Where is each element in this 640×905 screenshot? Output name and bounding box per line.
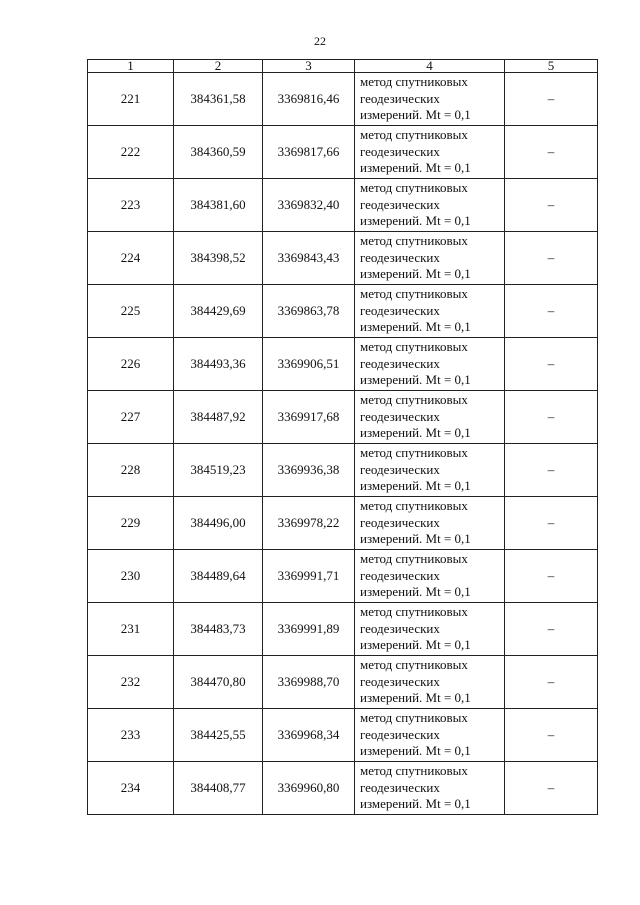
method-line: геодезических — [360, 302, 440, 318]
point-number-cell: 231 — [88, 603, 174, 656]
x-coordinate-cell: 384487,92 — [174, 391, 263, 444]
note-cell: – — [505, 73, 598, 126]
method-line: метод спутниковых — [360, 392, 468, 408]
method-line: геодезических — [360, 196, 440, 212]
note-cell: – — [505, 709, 598, 762]
note-cell: – — [505, 179, 598, 232]
method-line: метод спутниковых — [360, 233, 468, 249]
note-cell: – — [505, 762, 598, 815]
table-row — [88, 762, 598, 815]
method-cell — [355, 550, 505, 603]
method-cell — [355, 497, 505, 550]
table-header — [88, 60, 598, 73]
method-line: геодезических — [360, 408, 440, 424]
method-line: геодезических — [360, 355, 440, 371]
method-line: измерений. Mt = 0,1 — [360, 266, 471, 282]
column-header-1: 1 — [88, 60, 174, 73]
method-cell — [355, 73, 505, 126]
x-coordinate-cell: 384398,52 — [174, 232, 263, 285]
method-line: метод спутниковых — [360, 763, 468, 779]
method-cell — [355, 285, 505, 338]
table-row — [88, 656, 598, 709]
method-line: геодезических — [360, 514, 440, 530]
table-row — [88, 391, 598, 444]
y-coordinate-cell: 3369991,89 — [263, 603, 355, 656]
method-line: геодезических — [360, 143, 440, 159]
y-coordinate-cell: 3369978,22 — [263, 497, 355, 550]
note-cell: – — [505, 232, 598, 285]
point-number-cell: 226 — [88, 338, 174, 391]
method-cell — [355, 709, 505, 762]
point-number-cell: 233 — [88, 709, 174, 762]
x-coordinate-cell: 384483,73 — [174, 603, 263, 656]
table-body — [88, 73, 598, 815]
method-line: геодезических — [360, 620, 440, 636]
method-cell — [355, 391, 505, 444]
y-coordinate-cell: 3369968,34 — [263, 709, 355, 762]
x-coordinate-cell: 384425,55 — [174, 709, 263, 762]
method-line: измерений. Mt = 0,1 — [360, 584, 471, 600]
method-line: геодезических — [360, 779, 440, 795]
method-line: измерений. Mt = 0,1 — [360, 637, 471, 653]
method-cell — [355, 126, 505, 179]
note-cell: – — [505, 444, 598, 497]
method-line: измерений. Mt = 0,1 — [360, 319, 471, 335]
table-row — [88, 126, 598, 179]
y-coordinate-cell: 3369817,66 — [263, 126, 355, 179]
y-coordinate-cell: 3369917,68 — [263, 391, 355, 444]
method-line: метод спутниковых — [360, 604, 468, 620]
method-line: измерений. Mt = 0,1 — [360, 160, 471, 176]
y-coordinate-cell: 3369816,46 — [263, 73, 355, 126]
note-cell: – — [505, 126, 598, 179]
table-row — [88, 444, 598, 497]
method-line: метод спутниковых — [360, 657, 468, 673]
method-line: геодезических — [360, 90, 440, 106]
y-coordinate-cell: 3369906,51 — [263, 338, 355, 391]
method-line: метод спутниковых — [360, 445, 468, 461]
method-cell — [355, 444, 505, 497]
column-header-5: 5 — [505, 60, 598, 73]
method-line: измерений. Mt = 0,1 — [360, 372, 471, 388]
point-number-cell: 228 — [88, 444, 174, 497]
y-coordinate-cell: 3369832,40 — [263, 179, 355, 232]
point-number-cell: 224 — [88, 232, 174, 285]
point-number-cell: 225 — [88, 285, 174, 338]
method-line: метод спутниковых — [360, 74, 468, 90]
table-row — [88, 603, 598, 656]
point-number-cell: 221 — [88, 73, 174, 126]
method-line: метод спутниковых — [360, 551, 468, 567]
note-cell: – — [505, 603, 598, 656]
x-coordinate-cell: 384360,59 — [174, 126, 263, 179]
y-coordinate-cell: 3369863,78 — [263, 285, 355, 338]
method-line: измерений. Mt = 0,1 — [360, 690, 471, 706]
coordinates-table — [87, 59, 598, 815]
y-coordinate-cell: 3369988,70 — [263, 656, 355, 709]
table-row — [88, 232, 598, 285]
y-coordinate-cell: 3369991,71 — [263, 550, 355, 603]
note-cell: – — [505, 497, 598, 550]
method-cell — [355, 656, 505, 709]
page-number: 22 — [314, 34, 326, 48]
x-coordinate-cell: 384408,77 — [174, 762, 263, 815]
method-cell — [355, 232, 505, 285]
point-number-cell: 234 — [88, 762, 174, 815]
header-row — [88, 60, 598, 73]
note-cell: – — [505, 656, 598, 709]
x-coordinate-cell: 384493,36 — [174, 338, 263, 391]
y-coordinate-cell: 3369936,38 — [263, 444, 355, 497]
x-coordinate-cell: 384496,00 — [174, 497, 263, 550]
method-line: метод спутниковых — [360, 286, 468, 302]
x-coordinate-cell: 384429,69 — [174, 285, 263, 338]
point-number-cell: 229 — [88, 497, 174, 550]
column-header-3: 3 — [263, 60, 355, 73]
x-coordinate-cell: 384381,60 — [174, 179, 263, 232]
method-line: геодезических — [360, 461, 440, 477]
x-coordinate-cell: 384519,23 — [174, 444, 263, 497]
note-cell: – — [505, 285, 598, 338]
table-row — [88, 550, 598, 603]
method-line: геодезических — [360, 673, 440, 689]
method-line: геодезических — [360, 249, 440, 265]
x-coordinate-cell: 384489,64 — [174, 550, 263, 603]
table-row — [88, 179, 598, 232]
method-line: измерений. Mt = 0,1 — [360, 531, 471, 547]
method-line: метод спутниковых — [360, 339, 468, 355]
method-line: метод спутниковых — [360, 498, 468, 514]
method-cell — [355, 762, 505, 815]
point-number-cell: 227 — [88, 391, 174, 444]
column-header-2: 2 — [174, 60, 263, 73]
x-coordinate-cell: 384470,80 — [174, 656, 263, 709]
method-line: геодезических — [360, 726, 440, 742]
point-number-cell: 223 — [88, 179, 174, 232]
y-coordinate-cell: 3369960,80 — [263, 762, 355, 815]
table-row — [88, 73, 598, 126]
method-line: измерений. Mt = 0,1 — [360, 796, 471, 812]
point-number-cell: 222 — [88, 126, 174, 179]
note-cell: – — [505, 550, 598, 603]
table-row — [88, 709, 598, 762]
method-cell — [355, 179, 505, 232]
method-line: измерений. Mt = 0,1 — [360, 213, 471, 229]
x-coordinate-cell: 384361,58 — [174, 73, 263, 126]
point-number-cell: 230 — [88, 550, 174, 603]
note-cell: – — [505, 391, 598, 444]
note-cell: – — [505, 338, 598, 391]
method-line: метод спутниковых — [360, 127, 468, 143]
method-cell — [355, 338, 505, 391]
method-line: измерений. Mt = 0,1 — [360, 478, 471, 494]
method-line: метод спутниковых — [360, 710, 468, 726]
method-cell — [355, 603, 505, 656]
method-line: измерений. Mt = 0,1 — [360, 743, 471, 759]
point-number-cell: 232 — [88, 656, 174, 709]
method-line: измерений. Mt = 0,1 — [360, 107, 471, 123]
table-row — [88, 338, 598, 391]
column-header-4: 4 — [355, 60, 505, 73]
method-line: метод спутниковых — [360, 180, 468, 196]
method-line: геодезических — [360, 567, 440, 583]
method-line: измерений. Mt = 0,1 — [360, 425, 471, 441]
y-coordinate-cell: 3369843,43 — [263, 232, 355, 285]
table-row — [88, 285, 598, 338]
table-row — [88, 497, 598, 550]
